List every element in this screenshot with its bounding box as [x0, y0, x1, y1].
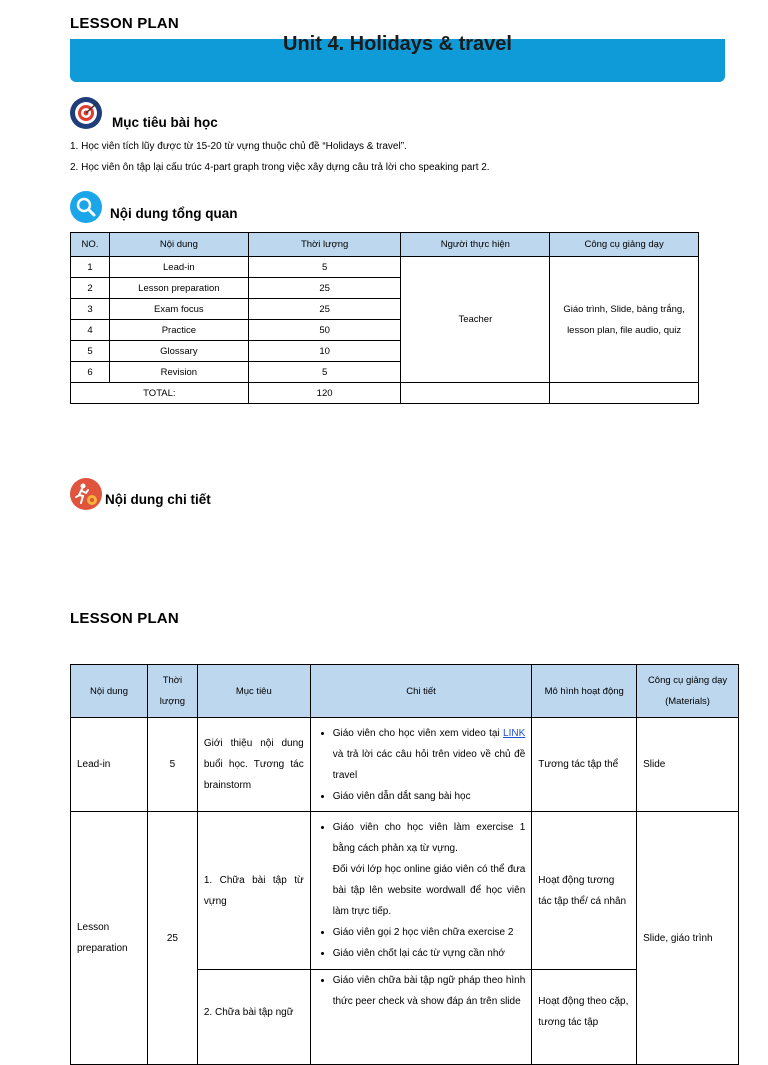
duration-header-line-2: lượng: [159, 696, 186, 707]
target-icon: [70, 97, 102, 129]
leadin-content: Lead-in: [71, 718, 148, 812]
col-header-tools: [637, 665, 739, 718]
row-no: 2: [71, 278, 110, 299]
lesson-plan-label-2: LESSON PLAN: [70, 610, 179, 627]
row-duration: 25: [248, 278, 401, 299]
running-gear-icon: [70, 478, 102, 510]
col-header-content: Nội dung: [71, 665, 148, 718]
prep-model-1: Hoạt động tương tác tập thể/ cá nhân: [532, 812, 637, 970]
row-no: 6: [71, 362, 110, 383]
total-row: [71, 383, 699, 404]
row-no: 3: [71, 299, 110, 320]
prep-tools: Slide, giáo trình: [637, 812, 739, 1065]
total-empty-cell: [401, 383, 550, 404]
row-duration: 50: [248, 320, 401, 341]
row-no: 4: [71, 320, 110, 341]
prep-detail-2: [310, 970, 532, 1065]
performer-cell: Teacher: [401, 257, 550, 383]
col-header-model: Mô hình hoạt động: [532, 665, 637, 718]
leadin-detail: [310, 718, 532, 812]
col-header-tools: Công cụ giảng dạy: [550, 233, 699, 257]
prep-bullet-1-text: Giáo viên cho học viên làm exercise 1 bằng cách phản xạ từ vựng.: [332, 822, 526, 854]
prep-duration: 25: [147, 812, 197, 1065]
objectives-title: Mục tiêu bài học: [112, 115, 218, 130]
row-content: Lead-in: [109, 257, 248, 278]
leadin-goal: Giới thiệu nội dung buổi học. Tương tác brainstorm: [197, 718, 310, 812]
leadin-row: [71, 718, 739, 812]
col-header-duration: [147, 665, 197, 718]
overview-header-row: [71, 233, 699, 257]
col-header-goal: Mục tiêu: [197, 665, 310, 718]
row-no: 1: [71, 257, 110, 278]
tools-line-1: Giáo trình, Slide, bảng trắng,: [563, 303, 685, 315]
prep-bullet-3: • Giáo viên chốt lại các từ vựng cần nhớ: [333, 943, 526, 964]
col-header-duration: Thời lượng: [248, 233, 401, 257]
table-row: [71, 257, 699, 278]
row-content: Revision: [109, 362, 248, 383]
row-duration: 5: [248, 257, 401, 278]
prep-goal-2: 2. Chữa bài tập ngữ: [197, 970, 310, 1065]
col-header-content: Nội dung: [109, 233, 248, 257]
row-content: Lesson preparation: [109, 278, 248, 299]
leadin-bullet-1: [333, 723, 526, 786]
leadin-tools: Slide: [637, 718, 739, 812]
tools-header-line-1: Công cụ giảng dạy: [647, 675, 728, 686]
row-duration: 10: [248, 341, 401, 362]
objective-item-2: 2. Học viên ôn tập lại cấu trúc 4-part graph trong việc xây dựng câu trả lời cho speaking part 2.: [70, 162, 490, 173]
prep-goal-1: 1. Chữa bài tập từ vựng: [197, 812, 310, 970]
lesson-plan-label: LESSON PLAN: [70, 15, 179, 32]
duration-header-line-1: Thời: [162, 675, 183, 686]
search-icon: [70, 191, 102, 223]
prep-bullet-2: • Giáo viên gọi 2 học viên chữa exercise 2: [333, 922, 526, 943]
col-header-no: NO.: [71, 233, 110, 257]
row-no: 5: [71, 341, 110, 362]
detail-table: [70, 664, 739, 1065]
prep-detail-1: [310, 812, 532, 970]
total-empty-cell: [550, 383, 699, 404]
total-label: TOTAL:: [71, 383, 249, 404]
col-header-detail: Chi tiết: [310, 665, 532, 718]
row-duration: 25: [248, 299, 401, 320]
total-value: 120: [248, 383, 401, 404]
prep-content: Lesson preparation: [71, 812, 148, 1065]
leadin-bullet-2: • Giáo viên dẫn dắt sang bài học: [333, 786, 526, 807]
leadin-model: Tương tác tập thể: [532, 718, 637, 812]
leadin-duration: 5: [147, 718, 197, 812]
row-duration: 5: [248, 362, 401, 383]
video-link[interactable]: LINK: [503, 727, 526, 739]
tools-line-2: lesson plan, file audio, quiz: [567, 324, 682, 336]
row-content: Glossary: [109, 341, 248, 362]
row-content: Practice: [109, 320, 248, 341]
prep-model-2: Hoạt động theo cặp, tương tác tập: [532, 970, 637, 1065]
prep-bullet-1: [333, 817, 526, 922]
overview-table: [70, 232, 699, 404]
detail-title: Nội dung chi tiết: [105, 492, 211, 507]
tools-cell: [550, 257, 699, 383]
prep-bullet-1-extra: Đối với lớp học online giáo viên có thể đưa bài tập lên website wordwall để học viên làm trực tiếp.: [332, 864, 526, 917]
unit-banner: [70, 33, 725, 82]
overview-title: Nội dung tổng quan: [110, 206, 238, 221]
leadin-bullet-1-text-end: và trả lời các câu hỏi trên video về chủ đề travel: [332, 748, 526, 781]
prep-row-1: [71, 812, 739, 970]
row-content: Exam focus: [109, 299, 248, 320]
prep-bullet-4: • Giáo viên chữa bài tập ngữ pháp theo hình thức peer check và show đáp án trên slide: [333, 970, 526, 1012]
col-header-performer: Người thực hiện: [401, 233, 550, 257]
objective-item-1: 1. Học viên tích lũy được từ 15-20 từ vựng thuộc chủ đề “Holidays & travel”.: [70, 141, 407, 152]
unit-title: Unit 4. Holidays & travel: [283, 33, 512, 55]
detail-header-row: [71, 665, 739, 718]
leadin-bullet-1-text: Giáo viên cho học viên xem video tại: [332, 727, 504, 739]
tools-header-line-2: (Materials): [665, 696, 710, 707]
